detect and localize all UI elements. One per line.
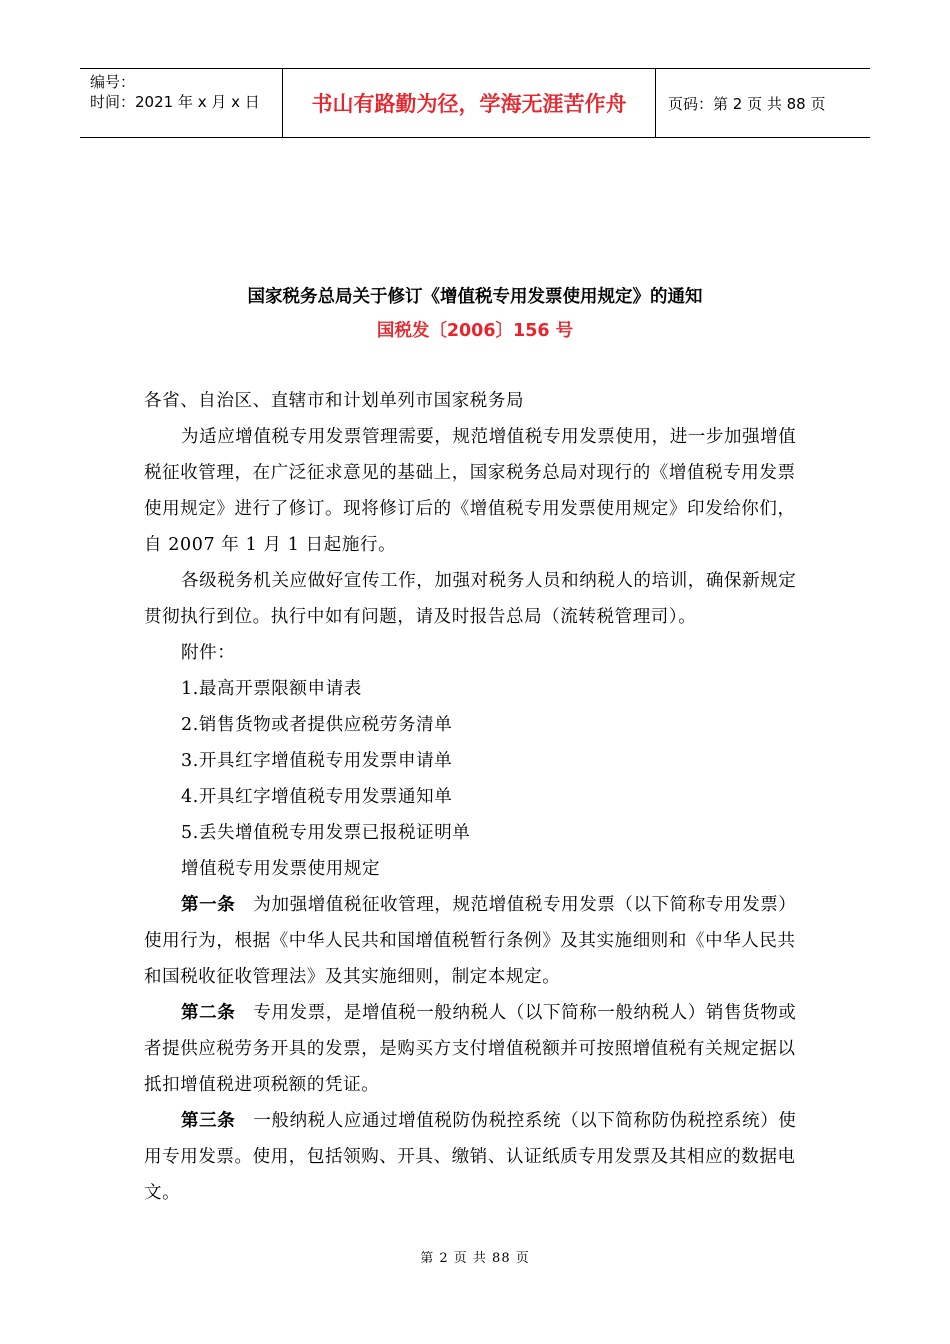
attachment-item: 4.开具红字增值税专用发票通知单 xyxy=(181,787,453,807)
document-number: 国税发〔2006〕156 号 xyxy=(376,321,574,341)
article-text: 为加强增值税征收管理，规范增值税专用发票（以下简称专用发票）使用行为，根据《中华人民共和国增值税暂行条例》及其实施细则和《中华人民共和国税收征收管理法》及其实施细则，制定本规定。 xyxy=(144,895,797,987)
attachment-item: 2.销售货物或者提供应税劳务清单 xyxy=(181,715,453,735)
header-table xyxy=(80,68,870,138)
article-text: 专用发票，是增值税一般纳税人（以下简称一般纳税人）销售货物或者提供应税劳务开具的发票，是购买方支付增值税额并可按照增值税有关规定据以抵扣增值税进项税额的凭证。 xyxy=(144,1003,797,1095)
paragraph-2: 各级税务机关应做好宣传工作，加强对税务人员和纳税人的培训，确保新规定贯彻执行到位。执行中如有问题，请及时报告总局（流转税管理司）。 xyxy=(144,571,797,627)
page-footer: 第 2 页 共 88 页 xyxy=(420,1251,530,1266)
article-3 xyxy=(144,1103,798,1211)
document-title: 国家税务总局关于修订《增值税专用发票使用规定》的通知 xyxy=(247,287,703,307)
header-motto: 书山有路勤为径，学海无涯苦作舟 xyxy=(283,69,656,137)
attachment-item: 3.开具红字增值税专用发票申请单 xyxy=(181,751,453,771)
article-2 xyxy=(144,995,798,1103)
addressee: 各省、自治区、直辖市和计划单列市国家税务局 xyxy=(144,391,525,411)
paragraph-1: 为适应增值税专用发票管理需要，规范增值税专用发票使用，进一步加强增值税征收管理，在广泛征求意见的基础上，国家税务总局对现行的《增值税专用发票使用规定》进行了修订。现将修订后的《增值税专用发票使用规定》印发给你们，自 2007 年 1 月 1 日起施行。 xyxy=(144,427,797,555)
attachment-item: 1.最高开票限额申请表 xyxy=(181,679,362,699)
attachments-label: 附件： xyxy=(181,643,236,663)
rules-title: 增值税专用发票使用规定 xyxy=(181,859,381,879)
article-label: 第一条 xyxy=(181,895,236,915)
article-label: 第二条 xyxy=(181,1003,236,1023)
document-body xyxy=(144,383,798,1211)
article-label: 第三条 xyxy=(181,1111,236,1131)
article-1 xyxy=(144,887,798,995)
header-page-info: 页码：第 2 页 共 88 页 xyxy=(668,94,826,113)
header-meta xyxy=(80,69,283,137)
attachment-item: 5.丢失增值税专用发票已报税证明单 xyxy=(181,823,471,843)
time-label: 时间：2021 年 x 月 x 日 xyxy=(90,93,260,111)
article-text: 一般纳税人应通过增值税防伪税控系统（以下简称防伪税控系统）使用专用发票。使用，包括领购、开具、缴销、认证纸质专用发票及其相应的数据电文。 xyxy=(144,1111,797,1203)
number-label: 编号： xyxy=(90,73,136,91)
